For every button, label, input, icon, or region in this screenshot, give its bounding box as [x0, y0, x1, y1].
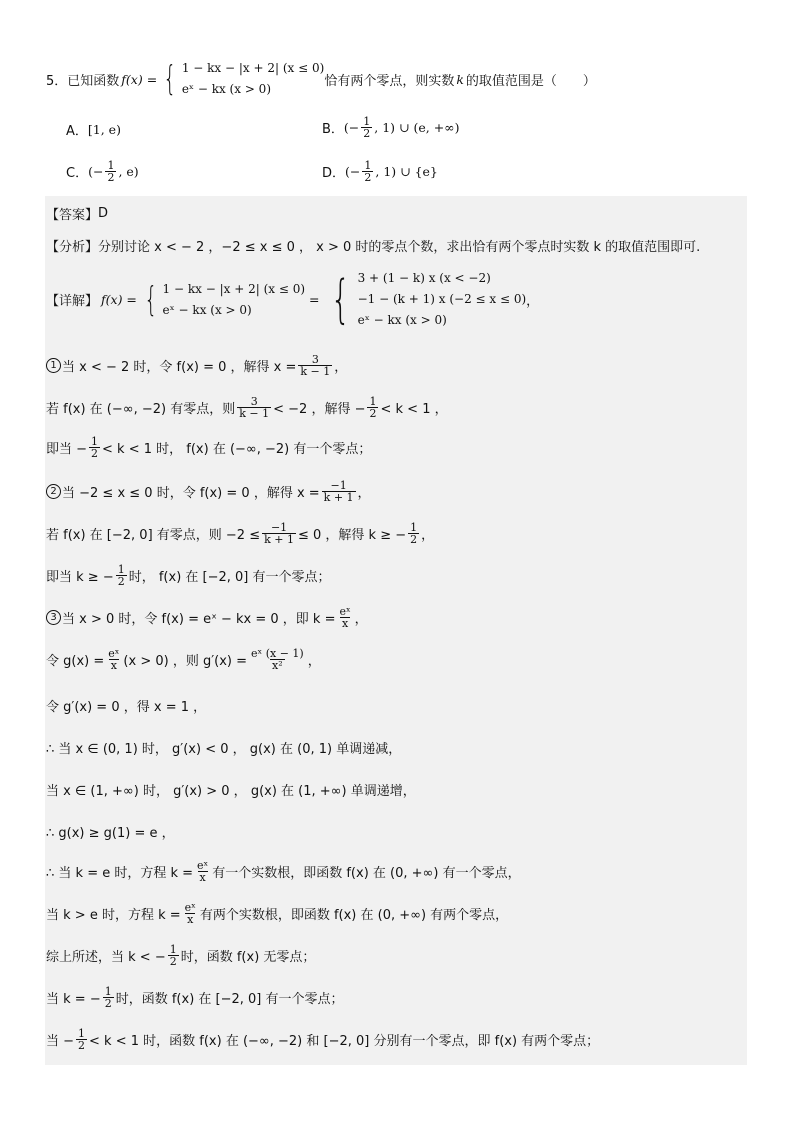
- step-16: [46, 986, 344, 1009]
- detail-piecewise-1: [140, 279, 305, 321]
- step-8-text: 令 g(x) =: [46, 654, 105, 669]
- stem-end: 的取值范围是（ ）: [465, 73, 596, 89]
- answer-value: D: [98, 206, 109, 221]
- answer-line: [46, 204, 108, 223]
- step-5: [46, 522, 434, 545]
- step-12: [46, 822, 175, 841]
- frac-num: 3: [250, 395, 258, 408]
- step-3: [46, 436, 371, 459]
- step-17: [46, 1028, 599, 1051]
- step-15: [46, 944, 315, 967]
- detail-case-2: eˣ − kx (x > 0): [162, 302, 252, 317]
- function-name: f(x) =: [121, 71, 158, 87]
- step-14-text: 当 k > e 时，方程 k =: [46, 908, 181, 923]
- circled-number-2-icon: 2: [46, 484, 61, 499]
- option-d-value-pre: (−: [345, 164, 361, 179]
- option-b-value-pre: (−: [343, 120, 360, 135]
- step-14: [46, 902, 508, 925]
- step-8-text-b: (x > 0) ，则 g′(x) =: [123, 654, 248, 669]
- answer-label: 【答案】: [46, 208, 99, 223]
- frac-num: 1: [369, 395, 377, 408]
- half-den: 2: [107, 171, 115, 184]
- step-17-text-b: < k < 1 时，函数 f(x) 在 (−∞, −2) 和 [−2, 0] 分别有一个零点，即 f(x) 有两个零点；: [89, 1034, 600, 1049]
- option-a-value: [1, e): [87, 122, 121, 137]
- frac-den: x: [110, 659, 117, 672]
- frac-den: k + 1: [323, 491, 354, 504]
- step-3-text: 即当 −: [46, 442, 88, 457]
- frac-num: eˣ: [108, 647, 120, 660]
- option-a[interactable]: [66, 120, 121, 139]
- step-3-text-b: < k < 1 时， f(x) 在 (−∞, −2) 有一个零点；: [102, 442, 372, 457]
- param-k: k: [456, 71, 464, 87]
- step-12-text: ∴ g(x) ≥ g(1) = e ，: [46, 826, 175, 841]
- step-7: [46, 606, 368, 629]
- frac-num: 1: [117, 563, 125, 576]
- step-4-end: ，: [357, 486, 371, 501]
- step-2: [46, 396, 448, 419]
- step-8-end: ，: [307, 654, 321, 669]
- option-d-value-post: , 1) ∪ {e}: [375, 164, 438, 179]
- option-c-value-pre: (−: [88, 164, 104, 179]
- step-5-text: 若 f(x) 在 [−2, 0] 有零点，则 −2 ≤: [46, 528, 261, 543]
- step-13-text-b: 有一个实数根，即函数 f(x) 在 (0, +∞) 有一个零点，: [212, 866, 521, 881]
- step-10-text: ∴ 当 x ∈ (0, 1) 时， g′(x) < 0 ， g(x) 在 (0, 1) 单调递减，: [46, 742, 402, 757]
- step-14-text-b: 有两个实数根，即函数 f(x) 在 (0, +∞) 有两个零点，: [199, 908, 509, 923]
- frac-den: 2: [91, 447, 99, 460]
- frac-den: 2: [78, 1039, 86, 1052]
- stem-post: 恰有两个零点，则实数: [324, 73, 455, 89]
- frac-num: 1: [104, 985, 112, 998]
- step-17-text: 当 −: [46, 1034, 75, 1049]
- circled-number-1-icon: 1: [46, 358, 61, 373]
- detail-function: f(x) =: [101, 292, 137, 307]
- analysis-text: 分别讨论 x < − 2 ，−2 ≤ x ≤ 0 ， x > 0 时的零点个数，求出恰有两个零点时实数 k 的取值范围即可.: [98, 240, 701, 255]
- question-stem: [46, 58, 596, 100]
- circled-number-3-icon: 3: [46, 610, 61, 625]
- step-1-text: 当 x < − 2 时，令 f(x) = 0 ，解得 x =: [62, 360, 297, 375]
- frac-den: x: [199, 871, 206, 884]
- step-7-end: ，: [354, 612, 368, 627]
- left-brace-icon: {: [144, 279, 158, 320]
- frac-num: 1: [78, 1027, 86, 1040]
- step-2-text-b: < −2 ，解得 −: [273, 402, 366, 417]
- step-1: [46, 354, 347, 377]
- option-b-label: B．: [322, 122, 344, 137]
- frac-num: 1: [169, 943, 177, 956]
- step-16-text: 当 k = −: [46, 992, 101, 1007]
- frac-num: 1: [410, 521, 418, 534]
- option-a-label: A．: [66, 124, 88, 139]
- step-8: [46, 648, 321, 671]
- option-c[interactable]: [66, 160, 139, 183]
- frac-den: x: [341, 617, 349, 630]
- step-16-text-b: 时，函数 f(x) 在 [−2, 0] 有一个零点；: [115, 992, 344, 1007]
- analysis-label: 【分析】: [46, 240, 99, 255]
- detail-case-1: 1 − kx − |x + 2| (x ≤ 0): [162, 281, 306, 296]
- step-9-text: 令 g′(x) = 0 ，得 x = 1 ，: [46, 700, 207, 715]
- frac-den: x²: [272, 659, 283, 672]
- detail-piecewise-2: [324, 268, 527, 331]
- step-9: [46, 696, 206, 715]
- frac-num: eˣ: [339, 605, 351, 618]
- detail-comma: ，: [526, 294, 540, 309]
- half-num: 1: [363, 115, 371, 128]
- step-10: [46, 738, 401, 757]
- step-13-text: ∴ 当 k = e 时，方程 k =: [46, 866, 194, 881]
- detail-label: 【详解】: [46, 294, 99, 309]
- case-2: eˣ − kx (x > 0): [181, 82, 272, 96]
- detail-line: [46, 268, 539, 331]
- frac-den: 2: [104, 997, 112, 1010]
- frac-den: k + 1: [264, 533, 294, 546]
- step-6: [46, 564, 331, 587]
- option-d[interactable]: [322, 160, 438, 183]
- option-b-value-post: , 1) ∪ (e, +∞): [374, 120, 460, 135]
- frac-num: eˣ (x − 1): [251, 647, 304, 660]
- option-b[interactable]: [322, 116, 459, 139]
- option-c-value-post: , e): [118, 164, 139, 179]
- option-c-label: C．: [66, 166, 89, 181]
- half-num: 1: [364, 159, 372, 172]
- piecewise-definition: [159, 58, 324, 100]
- step-13: [46, 860, 521, 883]
- step-4-text: 当 −2 ≤ x ≤ 0 时，令 f(x) = 0 ，解得 x =: [62, 486, 320, 501]
- detail-split-2: −1 − (k + 1) x (−2 ≤ x ≤ 0): [357, 292, 527, 306]
- step-11-text: 当 x ∈ (1, +∞) 时， g′(x) > 0 ， g(x) 在 (1, +∞) 单调递增，: [46, 784, 416, 799]
- frac-den: k − 1: [239, 407, 270, 420]
- frac-num: 1: [91, 435, 99, 448]
- step-4: [46, 480, 371, 503]
- step-5-end: ，: [421, 528, 435, 543]
- step-5-text-b: ≤ 0 ，解得 k ≥ −: [297, 528, 407, 543]
- frac-den: k − 1: [300, 365, 331, 378]
- half-den: 2: [363, 127, 371, 140]
- step-2-text: 若 f(x) 在 (−∞, −2) 有零点，则: [46, 402, 236, 417]
- half-num: 1: [107, 159, 115, 172]
- frac-den: 2: [117, 575, 125, 588]
- step-15-text-b: 时，函数 f(x) 无零点；: [180, 950, 316, 965]
- detail-split-1: 3 + (1 − k) x (x < −2): [357, 271, 491, 285]
- frac-den: 2: [410, 533, 418, 546]
- frac-num: −1: [330, 479, 347, 492]
- case-1: 1 − kx − |x + 2| (x ≤ 0): [181, 61, 325, 75]
- frac-num: eˣ: [197, 859, 209, 872]
- step-1-end: ，: [334, 360, 348, 375]
- step-2-text-c: < k < 1 ，: [380, 402, 448, 417]
- step-6-text: 即当 k ≥ −: [46, 570, 114, 585]
- step-7-text: 当 x > 0 时，令 f(x) = eˣ − kx = 0 ，即 k =: [62, 612, 336, 627]
- analysis-line: [46, 236, 700, 255]
- half-den: 2: [364, 171, 372, 184]
- stem-pre: 已知函数: [67, 73, 120, 89]
- step-6-text-b: 时， f(x) 在 [−2, 0] 有一个零点；: [128, 570, 331, 585]
- step-15-text: 综上所述，当 k < −: [46, 950, 166, 965]
- equals-sign: =: [309, 292, 320, 307]
- frac-num: −1: [270, 521, 288, 534]
- step-11: [46, 780, 416, 799]
- frac-den: 2: [369, 407, 377, 420]
- option-d-label: D．: [322, 166, 346, 181]
- frac-den: x: [187, 913, 194, 926]
- frac-num: eˣ: [184, 901, 196, 914]
- frac-den: 2: [169, 955, 177, 968]
- left-brace-icon: {: [163, 59, 177, 99]
- frac-num: 3: [311, 353, 319, 366]
- question-number: 5．: [46, 73, 68, 89]
- left-brace-icon: {: [330, 269, 350, 330]
- detail-split-3: eˣ − kx (x > 0): [357, 313, 447, 327]
